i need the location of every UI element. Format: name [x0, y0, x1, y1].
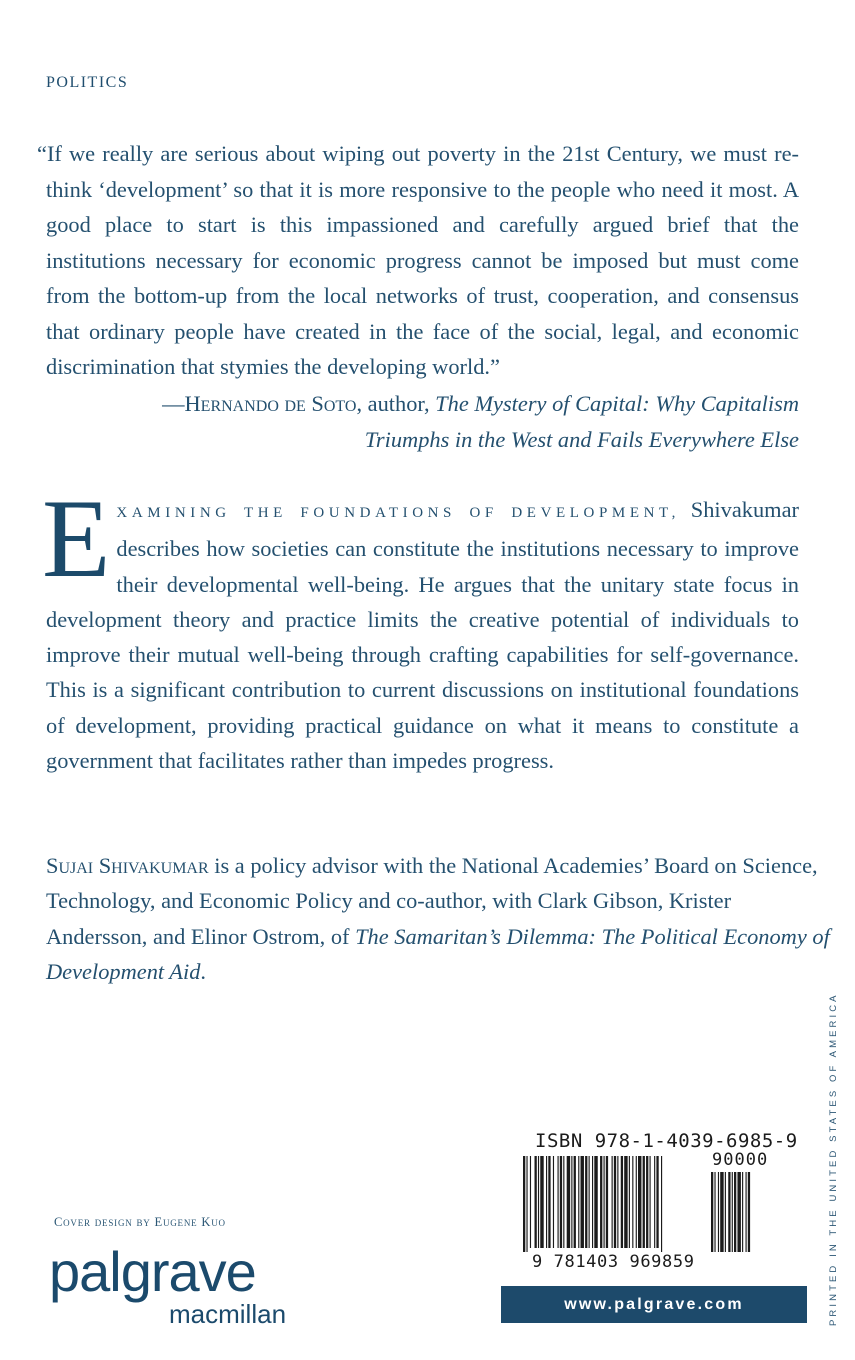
barcode-digits: 9 781403 969859: [532, 1252, 695, 1272]
isbn-label: ISBN 978-1-4039-6985-9: [535, 1130, 798, 1152]
publisher-imprint: macmillan: [169, 1299, 287, 1329]
category-label: POLITICS: [46, 74, 129, 91]
book-description: [42, 477, 799, 778]
description-leadin: XAMINING THE FOUNDATIONS OF DEVELOPMENT,: [116, 505, 681, 521]
publisher-logo: palgrave: [49, 1240, 256, 1303]
bio-author-name: Sujai Shivakumar: [46, 853, 209, 878]
attribution-author: Hernando de Soto: [184, 391, 357, 416]
publisher-url-bar[interactable]: [501, 1286, 807, 1323]
author-bio: [46, 848, 831, 989]
attribution-role: , author,: [356, 391, 436, 416]
quote-attribution: [99, 386, 799, 457]
publisher-url[interactable]: www.palgrave.com: [564, 1295, 744, 1313]
barcode-addon-number: 90000: [712, 1150, 769, 1170]
bio-text: is a policy advisor with the National Academies’ Board on Science, Technology, and Economic Policy and co-author, with Clark Gibson, Krister Andersson, and Elinor Ostrom, of: [46, 853, 818, 949]
bio-book-title: The Samaritan’s Dilemma: The Political Economy of Development Aid: [46, 923, 830, 984]
bio-end: .: [200, 958, 207, 984]
attribution-book-title: The Mystery of Capital: Why Capitalism Triumphs in the West and Fails Everywhere Else: [364, 391, 799, 452]
drop-cap: E: [42, 477, 111, 601]
cover-design-credit: Cover design by Eugene Kuo: [54, 1215, 226, 1229]
attribution-dash: —: [162, 391, 185, 416]
printed-in-note: PRINTED IN THE UNITED STATES OF AMERICA: [828, 992, 839, 1326]
quote-text: “If we really are serious about wiping out poverty in the 21st Century, we must re-think ‘development’ so that it is more responsive to the people who need it most. A good place to start is this impassioned and carefully argued brief that the institutions necessary for economic progress cannot be imposed but must come from the bottom-up from the local networks of trust, cooperation, and consensus that ordinary people have created in the face of the social, legal, and economic discrimination that stymies the developing world.”: [37, 141, 799, 379]
description-text: Shivakumar describes how societies can constitute the institutions necessary to improve their developmental well-being. He argues that the unitary state focus in development theory and practice limits the creative potential of individuals to improve their mutual well-being through crafting capabilities for self-governance. This is a significant contribution to current discussions on institutional foundations of development, providing practical guidance on what it means to constitute a government that facilitates rather than impedes progress.: [46, 497, 799, 774]
endorsement-quote: [37, 136, 799, 385]
